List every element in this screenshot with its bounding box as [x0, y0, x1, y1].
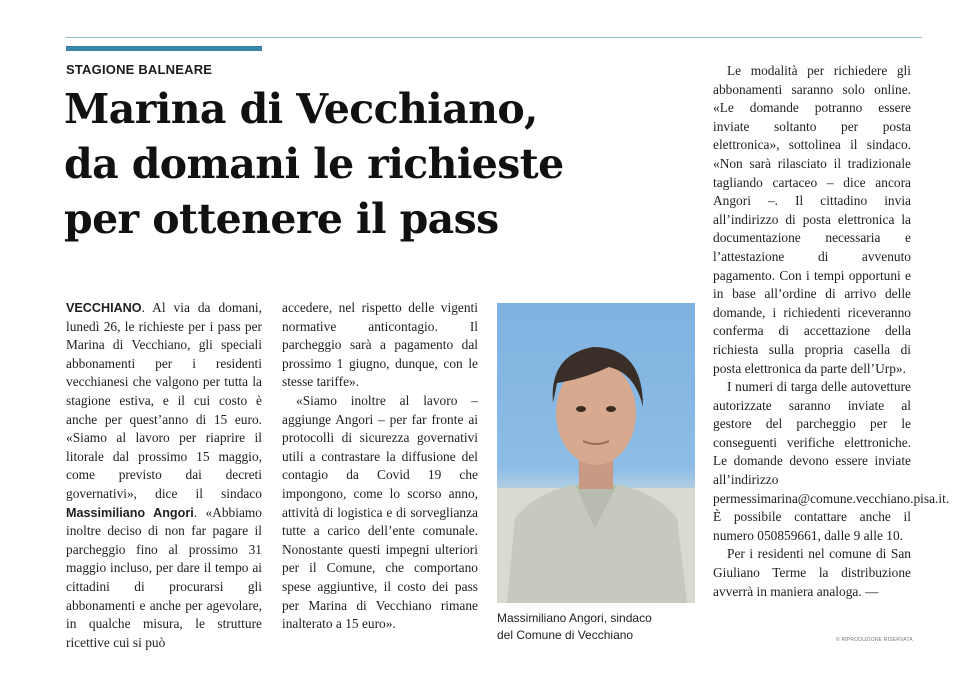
person-name: Massimiliano Angori — [66, 505, 194, 520]
article-paragraph: I numeri di targa delle autovetture autorizzate saranno inviate al gestore del parcheggio per le conseguenti verifiche elettroniche. Le domande devono essere inviate all’indirizzo permessimarina@comune.vecchiano.pisa.it. È possibile contattare anche il numero 050859661, dalle 9 alle 10. — [713, 379, 950, 543]
portrait-illustration — [497, 303, 695, 603]
article-column-3 — [713, 62, 950, 601]
article-paragraph: «Siamo inoltre al lavoro – aggiunge Angori – per far fronte ai protocolli di sicurezza governativi utili a contrastare la diffusione del contagio da Covid 19 che impongono, come lo scorso anno, attività di logistica e di sorveglianza tutte a carico dell’ente comunale. Nonostante questi impegni ulteriori per il Comune, che comportano spese aggiuntive, il costo dei pass per Marina di Vecchiano rimane inalterato a 15 euro». — [282, 392, 478, 632]
headline-line-2: da domani le richieste — [64, 140, 564, 188]
paragraph-text: . Al via da domani, lunedì 26, le richieste per i pass per Marina di Vecchiano, gli speciali abbonamenti per i residenti vecchianesi che valgono per tutta la stagione estiva, e il cui costo è anche per quest’anno di 15 euro. «Siamo al lavoro per riaprire il litorale dal prossimo 15 maggio, come previsto dai decreti governativi», dice il sindaco — [66, 300, 262, 501]
section-kicker: STAGIONE BALNEARE — [66, 62, 213, 77]
caption-line-1: Massimiliano Angori, sindaco — [497, 611, 652, 625]
article-paragraph: Le modalità per richiedere gli abbonamenti saranno solo online. «Le domande potranno essere inviate soltanto per posta elettronica», sottolinea il sindaco. «Non sarà rilasciato il tradizionale tagliando cartaceo – dice ancora Angori –. Il cittadino invia all’indirizzo di posta elettronica la documentazione necessaria e l’attestazione di avvenuto pagamento. Con i tempi opportuni e in base all’ordine di arrivo delle domande, i richiedenti riceveranno conferma di accettazione della richiesta sulla propria casella di posta elettronica da parte dell’Urp». — [713, 63, 911, 376]
section-accent-bar — [66, 46, 262, 51]
article-paragraph: Per i residenti nel comune di San Giuliano Terme la distribuzione avverrà in maniera analoga. — — [713, 546, 911, 599]
headline-line-3: per ottenere il pass — [64, 195, 499, 243]
photo-caption — [497, 610, 702, 644]
eye-right — [606, 406, 616, 412]
eye-left — [576, 406, 586, 412]
caption-line-2: del Comune di Vecchiano — [497, 628, 634, 642]
top-rule — [66, 37, 922, 38]
paragraph-text: . «Abbiamo inoltre deciso di non far pagare il parcheggio fino al prossimo 31 maggio incluso, per dare il tempo ai cittadini di procurarsi gli abbonamenti e anche per agevolare, in qualche misura, le strutture ricettive cui si può — [66, 504, 262, 650]
headline-line-1: Marina di Vecchiano, — [64, 85, 538, 133]
article-paragraph: accedere, nel rispetto delle vigenti normative anticontagio. Il parcheggio sarà a pagamento dal prossimo 1 giugno, dunque, con le stesse tariffe». — [282, 300, 478, 390]
portrait-photo — [497, 303, 695, 603]
article-column-2 — [282, 299, 478, 634]
copyright-notice: © RIPRODUZIONE RISERVATA — [836, 637, 913, 643]
headline — [64, 82, 704, 247]
article-paragraph — [66, 299, 262, 652]
dateline: VECCHIANO — [66, 301, 142, 315]
article-column-1 — [66, 299, 262, 652]
